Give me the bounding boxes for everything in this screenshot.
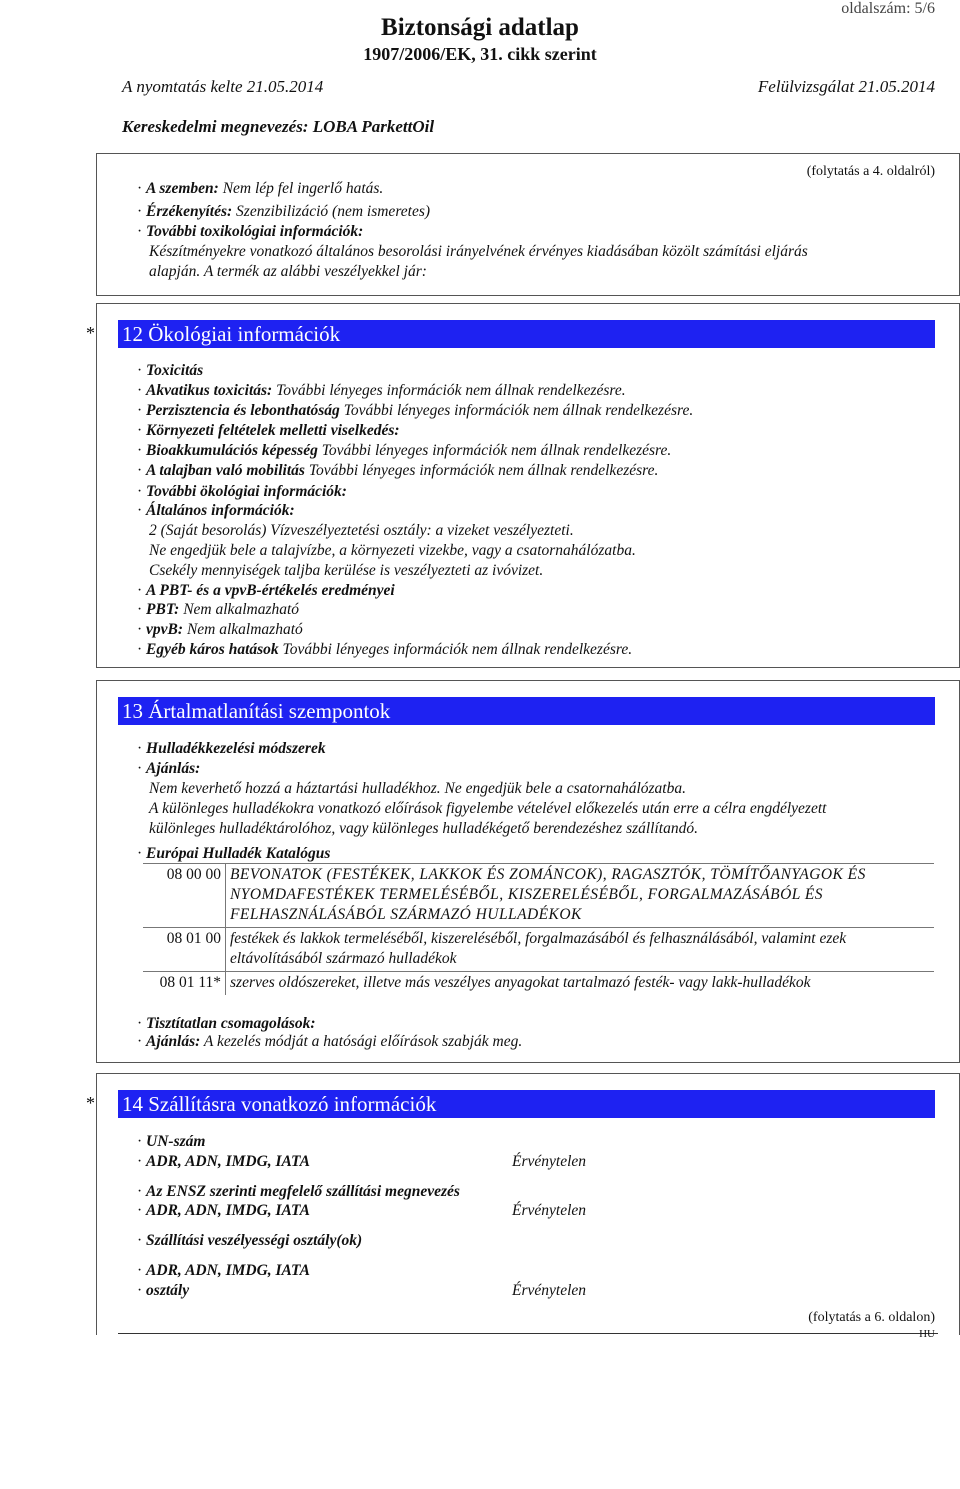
proper-name-label: Az ENSZ szerinti megfelelő szállítási megnevezés: [146, 1183, 460, 1200]
other-effects-label: Egyéb káros hatások: [146, 641, 279, 658]
transport-modes-line-3: · ADR, ADN, IMDG, IATA: [137, 1262, 310, 1279]
revision-marker-12: *: [86, 323, 95, 343]
mobility-label: A talajban való mobilitás: [146, 462, 305, 479]
general-info-line: · Általános információk:: [137, 502, 295, 519]
tox-text-line-2: alapján. A termék az alábbi veszélyekkel jár:: [149, 263, 427, 280]
continued-from-note: (folytatás a 4. oldalról): [806, 164, 935, 179]
persistence-value: További lényeges információk nem állnak rendelkezésre.: [339, 402, 694, 419]
waste-code: 08 00 00: [143, 864, 226, 928]
transport-modes-value-2: Érvénytelen: [512, 1202, 587, 1219]
toxicity-line: · Toxicitás: [137, 362, 204, 379]
pbt-label: PBT:: [146, 601, 180, 618]
environment-label: Környezeti feltételek melletti viselkedés:: [146, 422, 400, 439]
waste-code: 08 01 11*: [143, 972, 226, 996]
bioaccumulation-value: További lényeges információk nem állnak rendelkezésre.: [317, 442, 672, 459]
further-eco-label: További ökológiai információk:: [146, 483, 347, 500]
revision-marker-14: *: [86, 1093, 95, 1113]
document-subtitle: 1907/2006/EK, 31. cikk szerint: [363, 44, 597, 64]
revision-date: Felülvizsgálat 21.05.2014: [757, 77, 935, 96]
toxicity-label: Toxicitás: [146, 362, 204, 379]
persistence-label: Perzisztencia és lebonthatóság: [146, 402, 340, 419]
waste-description: szerves oldószereket, illetve más veszélyes anyagokat tartalmazó festék- vagy lakk-hulladékok: [226, 972, 935, 996]
aquatic-line: · Akvatikus toxicitás: További lényeges információk nem állnak rendelkezésre.: [137, 382, 626, 399]
class-line: · osztály: [137, 1282, 190, 1299]
page-number: oldalszám: 5/6: [841, 0, 935, 17]
general-info-text-1: 2 (Saját besorolás) Vízveszélyeztetési osztály: a vizeket veszélyezteti.: [149, 522, 574, 539]
transport-modes-label: ADR, ADN, IMDG, IATA: [146, 1262, 310, 1279]
other-effects-value: További lényeges információk nem állnak rendelkezésre.: [278, 641, 633, 658]
further-tox-label: További toxikológiai információk:: [146, 223, 364, 240]
further-tox-line: · További toxikológiai információk:: [137, 223, 364, 240]
transport-modes-label: ADR, ADN, IMDG, IATA: [146, 1202, 310, 1219]
sensitisation-value: Szenzibilizáció (nem ismeretes): [232, 203, 431, 220]
trade-name: Kereskedelmi megnevezés: LOBA ParkettOil: [122, 117, 435, 136]
vpvb-label: vpvB:: [146, 621, 184, 638]
language-code: HU: [919, 1328, 935, 1340]
transport-modes-line-1: · ADR, ADN, IMDG, IATA: [137, 1153, 310, 1170]
section-14-heading: 14 Szállításra vonatkozó információk: [118, 1090, 935, 1118]
sensitisation-line: · Érzékenyítés: Szenzibilizáció (nem ismeretes): [137, 203, 431, 220]
mobility-line: · A talajban való mobilitás További lényeges információk nem állnak rendelkezésre.: [137, 462, 659, 479]
general-info-text-2: Ne engedjük bele a talajvízbe, a környezeti vizekbe, vagy a csatornahálózatba.: [149, 542, 636, 559]
continued-on-note: (folytatás a 6. oldalon): [808, 1310, 935, 1325]
waste-description: BEVONATOK (FESTÉKEK, LAKKOK ÉS ZOMÁNCOK), RAGASZTÓK, TÖMÍTŐANYAGOK ÉS NYOMDAFESTÉKEK TERMELÉSÉBŐL, KISZERELÉSÉBŐL, FORGALMAZÁSÁBÓL ÉS FELHASZNÁLÁSÁBÓL SZÁRMAZÓ HULLADÉKOK: [226, 864, 935, 928]
recommendation-label: Ajánlás:: [146, 760, 201, 777]
recommendation-text-2: A különleges hulladékokra vonatkozó előírások figyelembe vételével előkezelés után erre a célra engdélyezett: [149, 800, 827, 817]
recommendation2-label: Ajánlás:: [146, 1033, 201, 1050]
table-row: [143, 928, 934, 972]
waste-catalogue-table: [143, 863, 934, 995]
recommendation2-value: A kezelés módját a hatósági előírások szabják meg.: [200, 1033, 523, 1050]
vpvb-line: · vpvB: Nem alkalmazható: [137, 621, 303, 638]
class-value: Érvénytelen: [512, 1282, 587, 1299]
recommendation-text-1: Nem keverhető hozzá a háztartási hulladékhoz. Ne engedjük bele a csatornahálózatba.: [149, 780, 686, 797]
pbt-heading-line: · A PBT- és a vpvB-értékelés eredményei: [137, 582, 395, 599]
further-eco-line: · További ökológiai információk:: [137, 483, 347, 500]
waste-catalogue-line: · Európai Hulladék Katalógus: [137, 845, 331, 862]
vpvb-value: Nem alkalmazható: [183, 621, 303, 638]
mobility-value: További lényeges információk nem állnak rendelkezésre.: [304, 462, 659, 479]
hazard-class-line: · Szállítási veszélyességi osztály(ok): [137, 1232, 363, 1249]
bioaccumulation-line: · Bioakkumulációs képesség További lényeges információk nem állnak rendelkezésre.: [137, 442, 672, 459]
eye-irritation-line: · A szemben: Nem lép fel ingerlő hatás.: [137, 180, 384, 197]
waste-code: 08 01 00: [143, 928, 226, 972]
print-date: A nyomtatás kelte 21.05.2014: [122, 77, 324, 96]
section-13-heading: 13 Ártalmatlanítási szempontok: [118, 697, 935, 725]
aquatic-label: Akvatikus toxicitás:: [146, 382, 273, 399]
proper-name-line: · Az ENSZ szerinti megfelelő szállítási megnevezés: [137, 1183, 460, 1200]
recommendation-line: · Ajánlás:: [137, 760, 201, 777]
hazard-class-label: Szállítási veszélyességi osztály(ok): [146, 1232, 363, 1249]
uncleaned-packaging-label: Tisztítatlan csomagolások:: [146, 1015, 316, 1032]
recommendation-text-3: különleges hulladéktárolóhoz, vagy különleges hulladékégető berendezéshez szállítandó.: [149, 820, 698, 837]
eye-value: Nem lép fel ingerlő hatás.: [218, 180, 384, 197]
pbt-line: · PBT: Nem alkalmazható: [137, 601, 300, 618]
table-row: [143, 972, 934, 996]
pbt-heading: A PBT- és a vpvB-értékelés eredményei: [146, 582, 395, 599]
environment-line: · Környezeti feltételek melletti viselkedés:: [137, 422, 400, 439]
recommendation2-line: · Ajánlás: A kezelés módját a hatósági előírások szabják meg.: [137, 1033, 523, 1050]
table-row: [143, 864, 934, 928]
footer-divider: [118, 1333, 938, 1334]
class-label: osztály: [146, 1282, 190, 1299]
general-info-label: Általános információk:: [146, 502, 295, 519]
document-title: Biztonsági adatlap: [381, 14, 579, 41]
sensitisation-label: Érzékenyítés:: [146, 203, 233, 220]
uncleaned-packaging-line: · Tisztítatlan csomagolások:: [137, 1015, 316, 1032]
pbt-value: Nem alkalmazható: [179, 601, 300, 618]
un-number-label: UN-szám: [146, 1133, 206, 1150]
transport-modes-label: ADR, ADN, IMDG, IATA: [146, 1153, 310, 1170]
transport-modes-value-1: Érvénytelen: [512, 1153, 587, 1170]
tox-text-line-1: Készítményekre vonatkozó általános besorolási irányelvének érvényes kiadásában közölt számítási eljárás: [149, 243, 808, 260]
bioaccumulation-label: Bioakkumulációs képesség: [146, 442, 318, 459]
waste-description: festékek és lakkok termeléséből, kiszereléséből, forgalmazásából és felhasználásából, valamint ezek eltávolításából származó hulladékok: [226, 928, 935, 972]
section-12-heading: 12 Ökológiai információk: [118, 320, 935, 348]
eye-label: A szemben:: [146, 180, 219, 197]
waste-methods-label: Hulladékkezelési módszerek: [146, 740, 326, 757]
un-number-line: · UN-szám: [137, 1133, 206, 1150]
other-effects-line: · Egyéb káros hatások További lényeges információk nem állnak rendelkezésre.: [137, 641, 633, 658]
waste-methods-line: · Hulladékkezelési módszerek: [137, 740, 326, 757]
aquatic-value: További lényeges információk nem állnak rendelkezésre.: [272, 382, 626, 399]
waste-catalogue-label: Európai Hulladék Katalógus: [146, 845, 331, 862]
transport-modes-line-2: · ADR, ADN, IMDG, IATA: [137, 1202, 310, 1219]
general-info-text-3: Csekély mennyiségek taljba kerülése is veszélyezteti az ivóvizet.: [149, 562, 544, 579]
persistence-line: · Perzisztencia és lebonthatóság További lényeges információk nem állnak rendelkezésre.: [137, 402, 694, 419]
